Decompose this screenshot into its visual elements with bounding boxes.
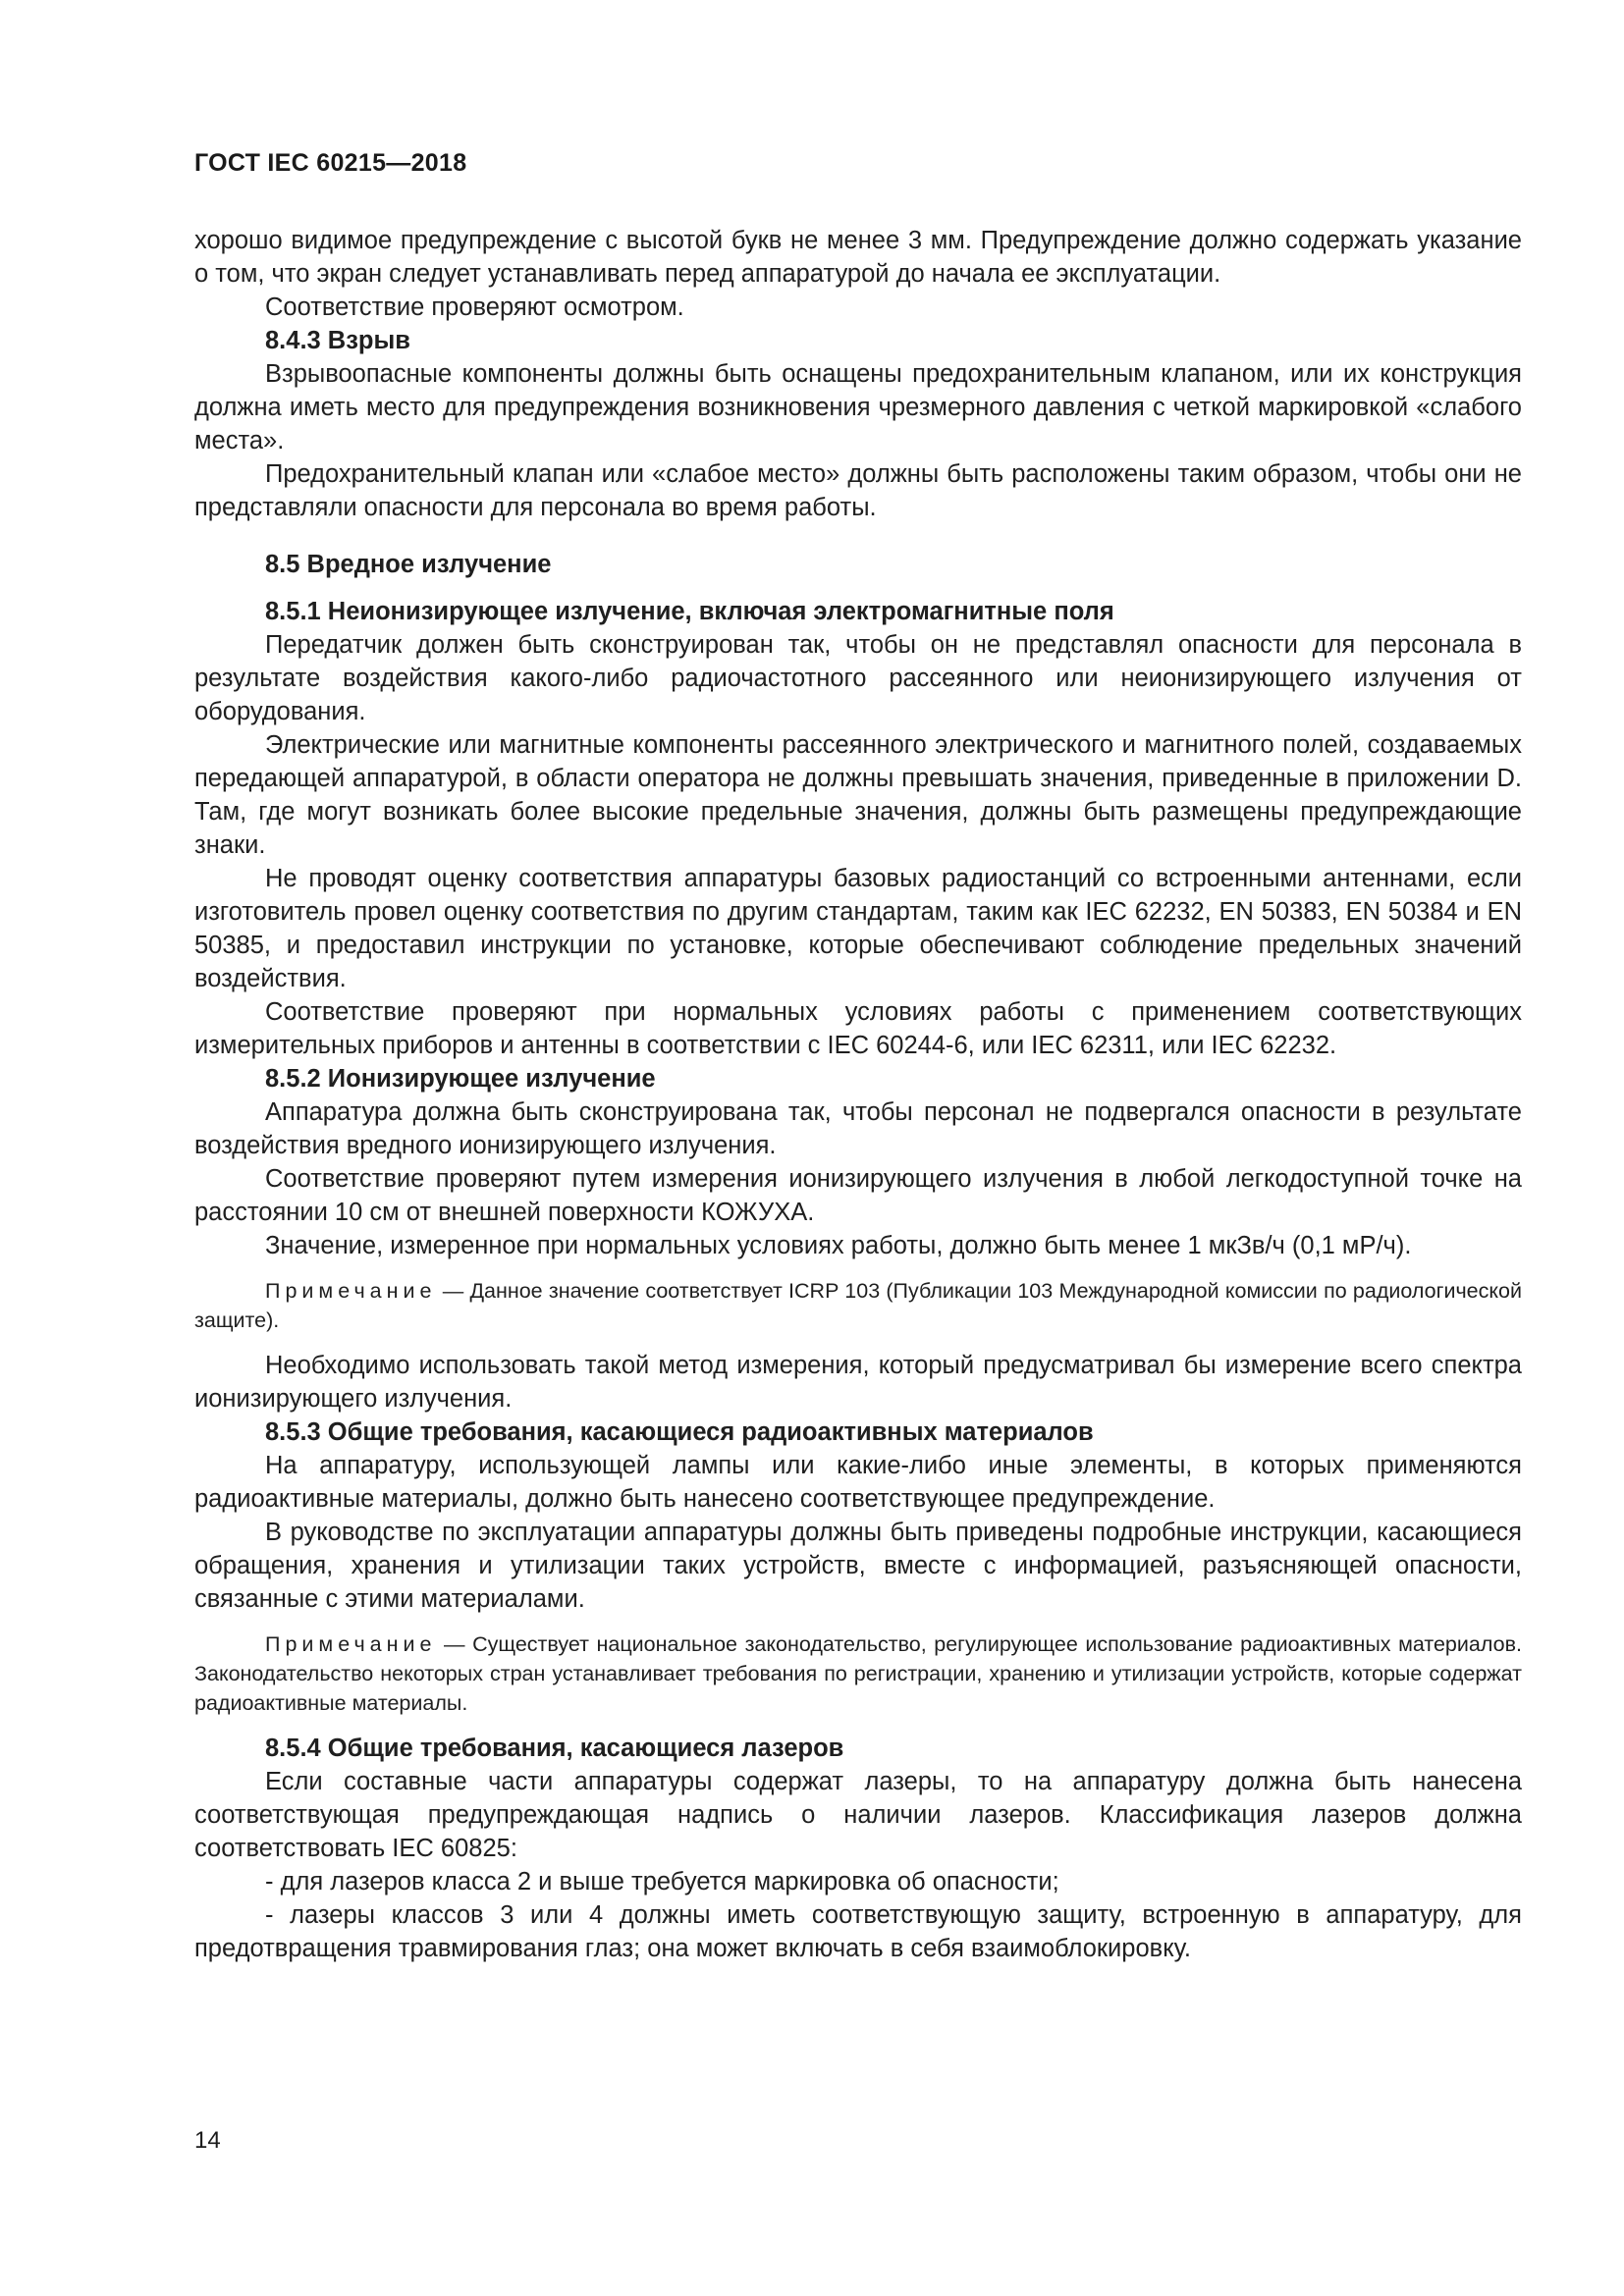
section-heading-8-4-3: 8.4.3 Взрыв: [265, 327, 410, 354]
document-body: [194, 224, 1522, 1965]
section-heading-8-5-3: 8.5.3 Общие требования, касающиеся радиоактивных материалов: [265, 1418, 1094, 1446]
section-heading-8-5-1: 8.5.1 Неионизирующее излучение, включая электромагнитные поля: [265, 598, 1114, 625]
paragraph: Не проводят оценку соответствия аппаратуры базовых радиостанций со встроенными антеннами, если изготовитель провел оценку соответствия по другим стандартам, таким как IEC 62232, EN 50383, EN 50384 и EN 50385, и предоставил инструкции по установке, которые обеспечивают соблюдение предельных значений воздействия.: [194, 865, 1522, 992]
note-label: Примечание: [265, 1279, 437, 1303]
paragraph: Значение, измеренное при нормальных условиях работы, должно быть менее 1 мкЗв/ч (0,1 мР/ч).: [265, 1232, 1412, 1259]
list-item: - лазеры классов 3 или 4 должны иметь соответствующую защиту, встроенную в аппаратуру, для предотвращения травмирования глаз; она может включать в себя взаимоблокировку.: [194, 1901, 1522, 1962]
paragraph: На аппаратуру, использующей лампы или какие-либо иные элементы, в которых применяются радиоактивные материалы, должно быть нанесено соответствующее предупреждение.: [194, 1452, 1522, 1513]
paragraph: Соответствие проверяют осмотром.: [265, 294, 684, 321]
paragraph: Соответствие проверяют путем измерения ионизирующего излучения в любой легкодоступной точке на расстоянии 10 см от внешней поверхности КОЖУХА.: [194, 1165, 1522, 1226]
section-heading-8-5: 8.5 Вредное излучение: [265, 551, 552, 578]
paragraph: Аппаратура должна быть сконструирована так, чтобы персонал не подвергался опасности в результате воздействия вредного ионизирующего излучения.: [194, 1098, 1522, 1159]
paragraph: Передатчик должен быть сконструирован так, чтобы он не представлял опасности для персонала в результате воздействия какого-либо радиочастотного рассеянного или неионизирующего излучения от оборудования.: [194, 631, 1522, 725]
paragraph: Предохранительный клапан или «слабое место» должны быть расположены таким образом, чтобы они не представляли опасности для персонала во время работы.: [194, 460, 1522, 521]
note-label: Примечание: [265, 1632, 437, 1656]
note: [194, 1276, 1522, 1335]
paragraph: Необходимо использовать такой метод измерения, который предусматривал бы измерение всего спектра ионизирующего излучения.: [194, 1352, 1522, 1413]
note: [194, 1629, 1522, 1718]
paragraph: хорошо видимое предупреждение с высотой букв не менее 3 мм. Предупреждение должно содержать указание о том, что экран следует устанавливать перед аппаратурой до начала ее эксплуатации.: [194, 227, 1522, 288]
note-text: — Существует национальное законодательство, регулирующее использование радиоактивных материалов. Законодательство некоторых стран устанавливает требования по регистрации, хранению и утилизации устройств, которые содержат радиоактивные материалы.: [194, 1632, 1522, 1715]
paragraph: В руководстве по эксплуатации аппаратуры должны быть приведены подробные инструкции, касающиеся обращения, хранения и утилизации таких устройств, вместе с информацией, разъясняющей опасности, связанные с этими материалами.: [194, 1519, 1522, 1613]
paragraph: Электрические или магнитные компоненты рассеянного электрического и магнитного полей, создаваемых передающей аппаратурой, в области оператора не должны превышать значения, приведенные в приложении D. Там, где могут возникать более высокие предельные значения, должны быть размещены предупреждающие знаки.: [194, 731, 1522, 859]
page-number: 14: [194, 2127, 221, 2154]
paragraph: Взрывоопасные компоненты должны быть оснащены предохранительным клапаном, или их конструкция должна иметь место для предупреждения возникновения чрезмерного давления с четкой маркировкой «слабого места».: [194, 360, 1522, 454]
list-item: - для лазеров класса 2 и выше требуется маркировка об опасности;: [265, 1868, 1059, 1896]
note-text: — Данное значение соответствует ICRP 103 (Публикации 103 Международной комиссии по радиологической защите).: [194, 1279, 1522, 1332]
paragraph: Соответствие проверяют при нормальных условиях работы с применением соответствующих измерительных приборов и антенны в соответствии с IEC 60244-6, или IEC 62311, или IEC 62232.: [194, 998, 1522, 1059]
paragraph: Если составные части аппаратуры содержат лазеры, то на аппаратуру должна быть нанесена соответствующая предупреждающая надпись о наличии лазеров. Классификация лазеров должна соответствовать IEC 60825:: [194, 1768, 1522, 1862]
section-heading-8-5-4: 8.5.4 Общие требования, касающиеся лазеров: [265, 1735, 844, 1762]
section-heading-8-5-2: 8.5.2 Ионизирующее излучение: [265, 1065, 656, 1093]
document-header: ГОСТ IEC 60215—2018: [194, 149, 467, 177]
